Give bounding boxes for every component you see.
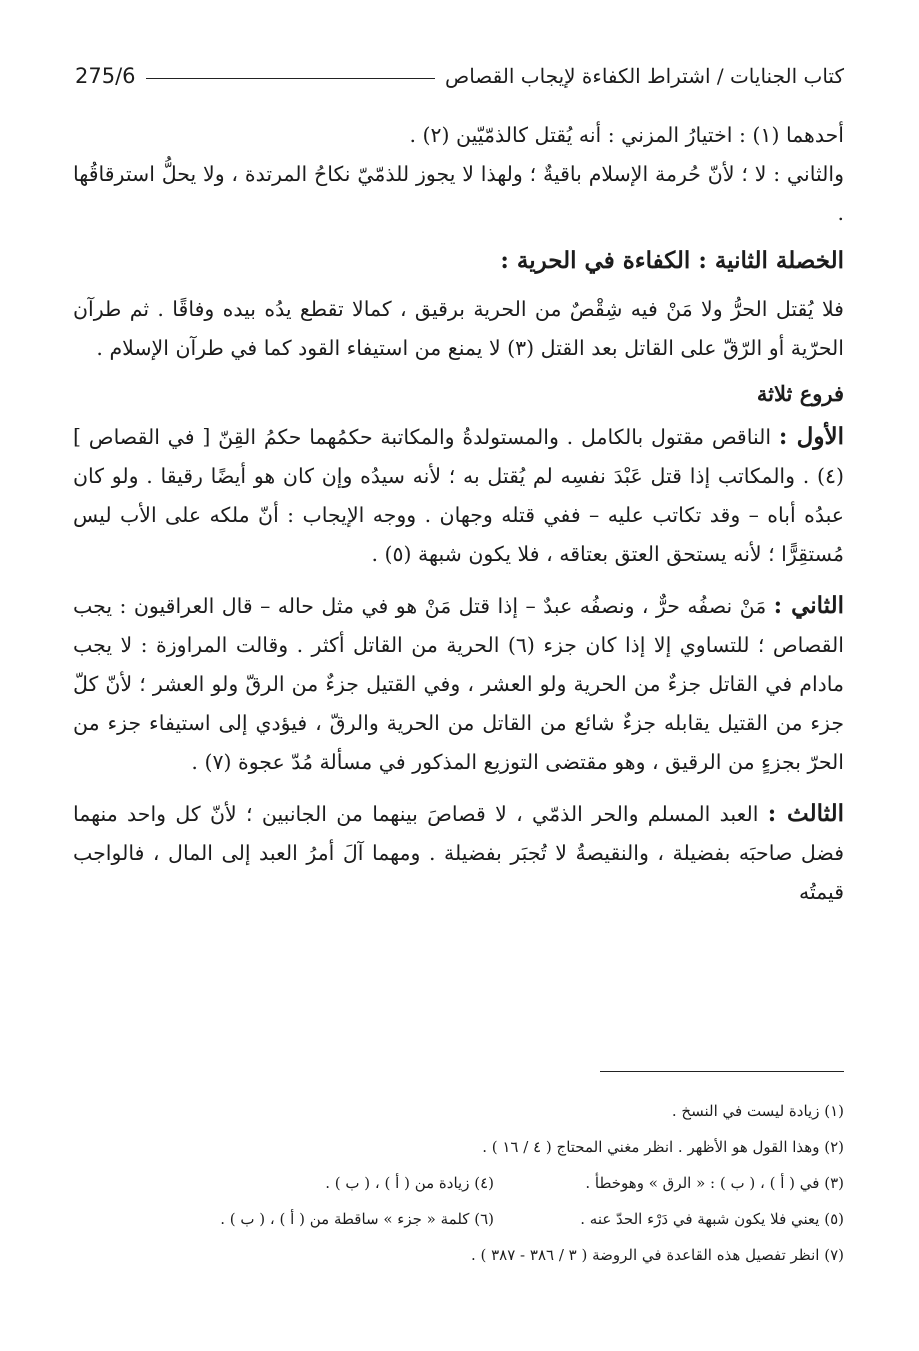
footnote-row-5-6 bbox=[75, 1201, 844, 1237]
branch-first-text: الناقص مقتول بالكامل . والمستولدةُ والمكاتبة حكمُهما حكمُ القِنّ [ في القصاص ] (٤) . والمكاتب إذا قتل عَبْدَ نفسِه لم يُقتل به ؛ لأنه سيدُه وإن كان هو أيضًا رقيقا . ولو كان عبدُه أباه – وقد تكاتب عليه – ففي قتله وجهان . ووجه الإيجاب : أنّ ملكه على الأب ليس مُستقِرًّا ؛ لأنه يستحق العتق بعتاقه ، فلا يكون شبهة (٥) . bbox=[73, 425, 844, 566]
branch-third bbox=[73, 794, 844, 912]
branches-heading: فروع ثلاثة bbox=[756, 381, 844, 406]
branch-third-text: العبد المسلم والحر الذمّي ، لا قصاصَ بينهما من الجانبين ؛ لأنّ كل واحد منهما فضل صاحبَه بفضيلة ، والنقيصةُ لا تُجبَر بفضيلة . ومهما آلَ أمرُ العبد إلى المال ، فالواجب قيمتُه bbox=[73, 802, 844, 904]
paragraph-freedom-parity: فلا يُقتل الحرُّ ولا مَنْ فيه شِقْصٌ من الحرية برقيق ، كمالا تقطع يدُه بيده وفاقًا . ثم طرآن الحرّية أو الرّقّ على القاتل بعد القتل (٣) لا يمنع من استيفاء القود كما في طرآن الإسلام . bbox=[73, 297, 844, 360]
footnote-3: (٣) في ( أ ) ، ( ب ) : « الرق » وهوخطأ . bbox=[585, 1174, 844, 1192]
page-header bbox=[75, 58, 844, 94]
footnote-4: (٤) زيادة من ( أ ) ، ( ب ) . bbox=[325, 1174, 494, 1192]
header-rule bbox=[146, 78, 436, 79]
branch-first-lead: الأول : bbox=[778, 423, 844, 450]
footnote-5: (٥) يعني فلا يكون شبهة في دَرْء الحدّ عنه . bbox=[580, 1210, 844, 1228]
main-text bbox=[73, 116, 844, 912]
section-heading: الخصلة الثانية : الكفاءة في الحرية : bbox=[500, 247, 844, 274]
branch-second-text: مَنْ نصفُه حرٌّ ، ونصفُه عبدٌ – إذا قتل مَنْ هو في مثل حاله – قال العراقيون : يجب القصاص ؛ للتساوي إلا إذا كان جزء (٦) الحرية من القاتل أكثر . وقالت المراوزة : لا يجب مادام في القاتل جزءٌ من الحرية ولو العشر ، وفي القتيل جزءٌ من الرقّ ولو العشر ؛ لأنّ كلّ جزء من القتيل يقابله جزءٌ شائع من القاتل من الحرية والرقّ ، فيؤدي إلى استيفاء جزء من الحرّ بجزءٍ من الرقيق ، وهو مقتضى التوزيع المذكور في مسألة مُدّ عجوة (٧) . bbox=[73, 594, 844, 774]
footnotes bbox=[75, 1093, 844, 1273]
paragraph-second-view: والثاني : لا ؛ لأنّ حُرمة الإسلام باقيةٌ ؛ ولهذا لا يجوز للذمّيّ نكاحُ المرتدة ، ولا يحلُّ استرقاقُها . bbox=[73, 162, 844, 225]
page-number: 275/6 bbox=[75, 64, 136, 88]
branch-second bbox=[73, 586, 844, 782]
running-title: كتاب الجنايات / اشتراط الكفاءة لإيجاب القصاص bbox=[445, 64, 844, 88]
footnote-separator bbox=[600, 1071, 844, 1072]
footnote-2: (٢) وهذا القول هو الأظهر . انظر مغني المحتاج ( ٤ / ١٦ ) . bbox=[482, 1138, 844, 1156]
footnote-7: (٧) انظر تفصيل هذه القاعدة في الروضة ( ٣ / ٣٨٦ - ٣٨٧ ) . bbox=[470, 1246, 844, 1264]
footnote-row-3-4 bbox=[75, 1165, 844, 1201]
branch-first bbox=[73, 417, 844, 574]
branch-third-lead: الثالث : bbox=[767, 800, 844, 827]
paragraph-first-view: أحدهما (١) : اختيارُ المزني : أنه يُقتل كالذمّيّين (٢) . bbox=[409, 123, 844, 147]
footnote-6: (٦) كلمة « جزء » ساقطة من ( أ ) ، ( ب ) . bbox=[220, 1210, 494, 1228]
branch-second-lead: الثاني : bbox=[773, 592, 844, 619]
footnote-1: (١) زيادة ليست في النسخ . bbox=[671, 1102, 844, 1120]
